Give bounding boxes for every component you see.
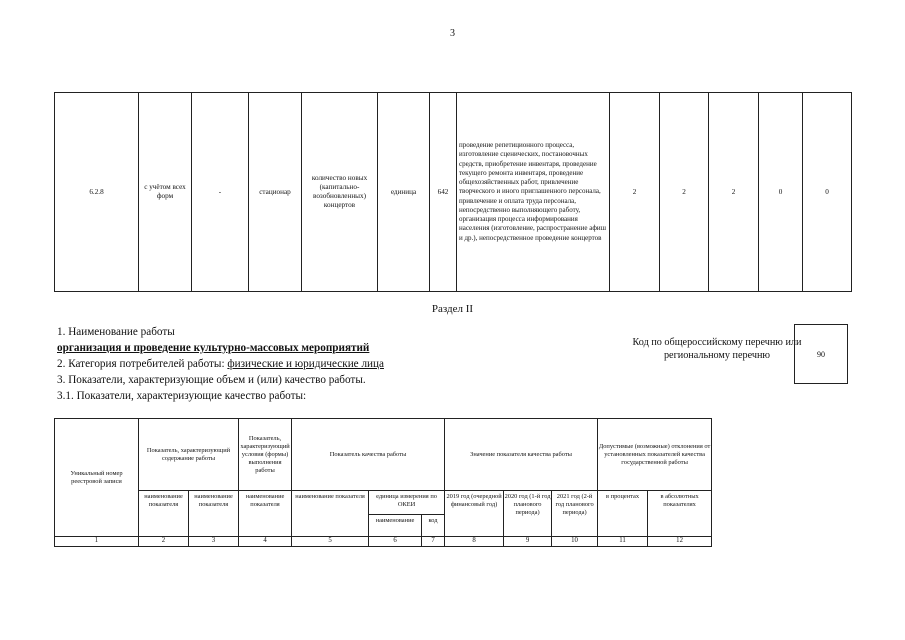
content-form: с учётом всех форм <box>139 93 192 292</box>
header-deviation: Допустимые (возможные) отклонения от установленных показателей качества государственной работы <box>598 419 712 491</box>
column-number: 8 <box>445 537 504 547</box>
condition-cell: стационар <box>249 93 302 292</box>
table-header-row <box>55 419 712 491</box>
column-number: 11 <box>598 537 648 547</box>
registry-code: 6.2.8 <box>55 93 139 292</box>
code-value: 90 <box>817 349 825 359</box>
indicators-heading: 3. Показатели, характеризующие объем и (или) качество работы. <box>57 374 366 386</box>
value-2020: 2 <box>660 93 709 292</box>
page-number: 3 <box>450 28 455 39</box>
column-number: 3 <box>189 537 239 547</box>
header-content: Показатель, характеризующий содержание работы <box>139 419 239 491</box>
services-table-top <box>54 92 852 292</box>
subheader-name-2: наименование показателя <box>189 491 239 537</box>
deviation-percent: 0 <box>759 93 803 292</box>
column-number: 12 <box>648 537 712 547</box>
code-label: Код по общероссийскому перечню или региональному перечню <box>632 337 802 362</box>
subheader-unit-code: код <box>422 515 445 537</box>
unit-name: единица <box>378 93 430 292</box>
header-condition: Показатель, характеризующий условия (формы) выполнения работы <box>239 419 292 491</box>
subheader-percent: в процентах <box>598 491 648 537</box>
subheader-unit: единица измерения по ОКЕИ <box>369 491 445 515</box>
consumer-category <box>57 358 384 370</box>
subheader-name-3: наименование показателя <box>239 491 292 537</box>
header-registry: Уникальный номер реестровой записи <box>55 419 139 537</box>
column-number: 1 <box>55 537 139 547</box>
subheader-unit-name: наименование <box>369 515 422 537</box>
column-numbers-row <box>55 537 712 547</box>
subheader-2021: 2021 год (2-й год планового периода) <box>552 491 598 537</box>
content-dash: - <box>192 93 249 292</box>
section-title: Раздел II <box>431 303 474 315</box>
column-number: 9 <box>504 537 552 547</box>
column-number: 6 <box>369 537 422 547</box>
quality-indicators-heading: 3.1. Показатели, характеризующие качество работы: <box>57 390 307 402</box>
value-2019: 2 <box>610 93 660 292</box>
code-box <box>794 324 848 384</box>
deviation-absolute: 0 <box>803 93 852 292</box>
consumer-category-label: 2. Категория потребителей работы: <box>57 358 228 370</box>
subheader-absolute: в абсолютных показателях <box>648 491 712 537</box>
table-subheader-row <box>55 491 712 515</box>
indicator-name: количество новых (капитально-возобновленных) концертов <box>302 93 378 292</box>
table-row <box>55 93 852 292</box>
header-quality: Показатель качества работы <box>292 419 445 491</box>
consumer-category-value: физические и юридические лица <box>227 358 384 370</box>
okei-code: 642 <box>430 93 457 292</box>
column-number: 4 <box>239 537 292 547</box>
column-number: 2 <box>139 537 189 547</box>
subheader-name-4: наименование показателя <box>292 491 369 537</box>
subheader-2019: 2019 год (очередной финансовый год) <box>445 491 504 537</box>
column-number: 10 <box>552 537 598 547</box>
work-name-label: 1. Наименование работы <box>57 326 175 338</box>
value-2021: 2 <box>709 93 759 292</box>
work-description: проведение репетиционного процесса, изготовление сценических, постановочных средств, приобретение инвентаря, проведение текущего ремонта инвентаря, проведение общехозяйственных работ, привлечение творческого и иного приглашенного персонала, привлечение и оплата труда персонала, непосредственно выполняющего работу, организация процесса информирования населения (изготовление, распространение афиш и др.), непосредственное проведение концертов <box>457 93 610 292</box>
quality-indicators-table <box>54 418 712 547</box>
header-values: Значение показателя качества работы <box>445 419 598 491</box>
subheader-2020: 2020 год (1-й год планового периода) <box>504 491 552 537</box>
column-number: 7 <box>422 537 445 547</box>
column-number: 5 <box>292 537 369 547</box>
subheader-name-1: наименование показателя <box>139 491 189 537</box>
work-name-value: организация и проведение культурно-массовых мероприятий <box>57 342 370 354</box>
